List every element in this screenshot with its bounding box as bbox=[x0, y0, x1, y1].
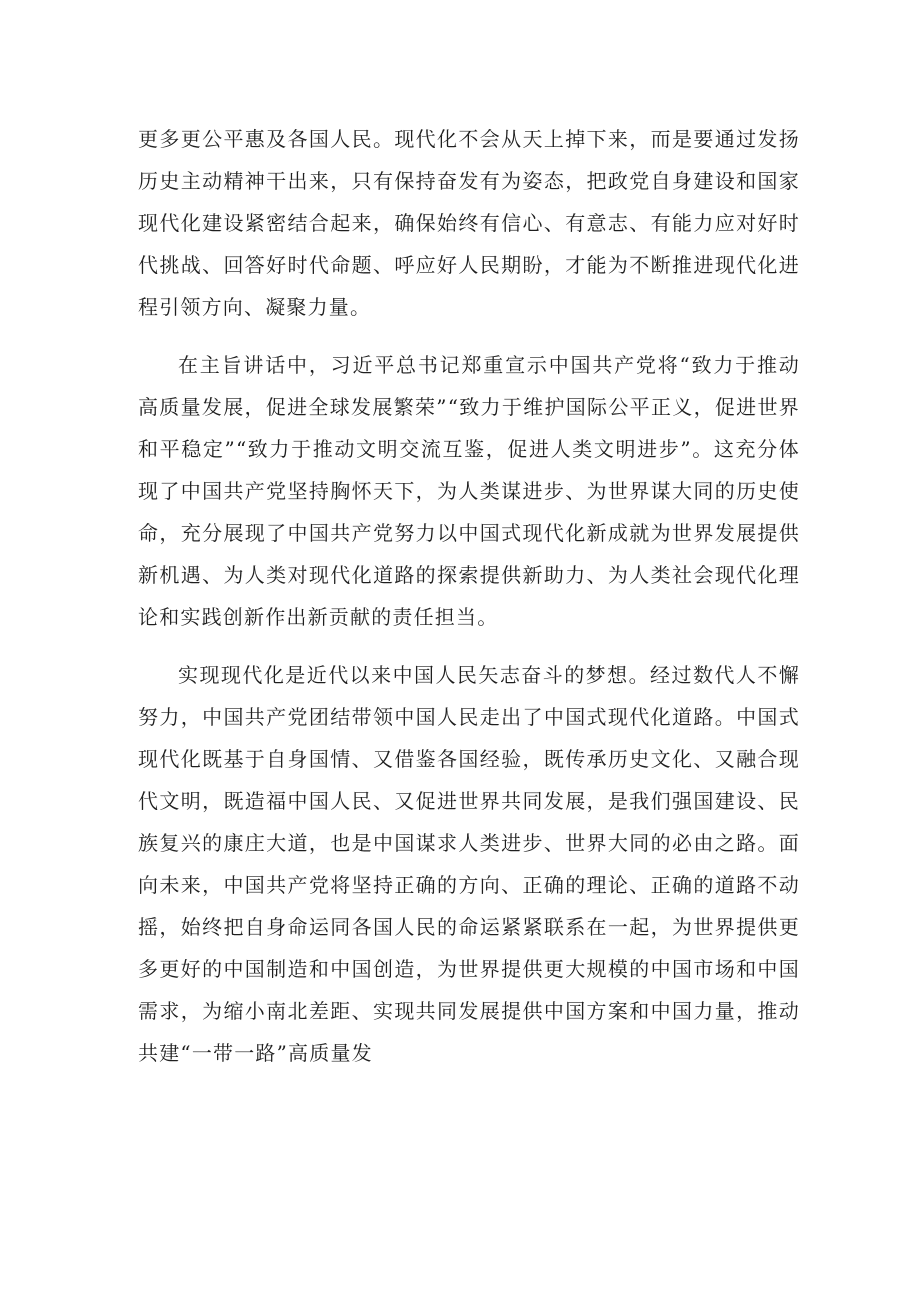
document-body bbox=[138, 118, 800, 1074]
paragraph-1: 更多更公平惠及各国人民。现代化不会从天上掉下来，而是要通过发扬历史主动精神干出来，只有保持奋发有为姿态，把政党自身建设和国家现代化建设紧密结合起来，确保始终有信心、有意志、有能力应对好时代挑战、回答好时代命题、呼应好人民期盼，才能为不断推进现代化进程引领方向、凝聚力量。 bbox=[138, 127, 800, 319]
paragraph-2: 在主旨讲话中，习近平总书记郑重宣示中国共产党将“致力于推动高质量发展，促进全球发展繁荣”“致力于维护国际公平正义，促进世界和平稳定”“致力于推动文明交流互鉴，促进人类文明进步”。这充分体现了中国共产党坚持胸怀天下，为人类谋进步、为世界谋大同的历史使命，充分展现了中国共产党努力以中国式现代化新成就为世界发展提供新机遇、为人类对现代化道路的探索提供新助力、为人类社会现代化理论和实践创新作出新贡献的责任担当。 bbox=[138, 353, 800, 629]
paragraph-3: 实现现代化是近代以来中国人民矢志奋斗的梦想。经过数代人不懈努力，中国共产党团结带领中国人民走出了中国式现代化道路。中国式现代化既基于自身国情、又借鉴各国经验，既传承历史文化、又融合现代文明，既造福中国人民、又促进世界共同发展，是我们强国建设、民族复兴的康庄大道，也是中国谋求人类进步、世界大同的必由之路。面向未来，中国共产党将坚持正确的方向、正确的理论、正确的道路不动摇，始终把自身命运同各国人民的命运紧紧联系在一起，为世界提供更多更好的中国制造和中国创造，为世界提供更大规模的中国市场和中国需求，为缩小南北差距、实现共同发展提供中国方案和中国力量，推动共建“一带一路”高质量发 bbox=[138, 663, 800, 1065]
